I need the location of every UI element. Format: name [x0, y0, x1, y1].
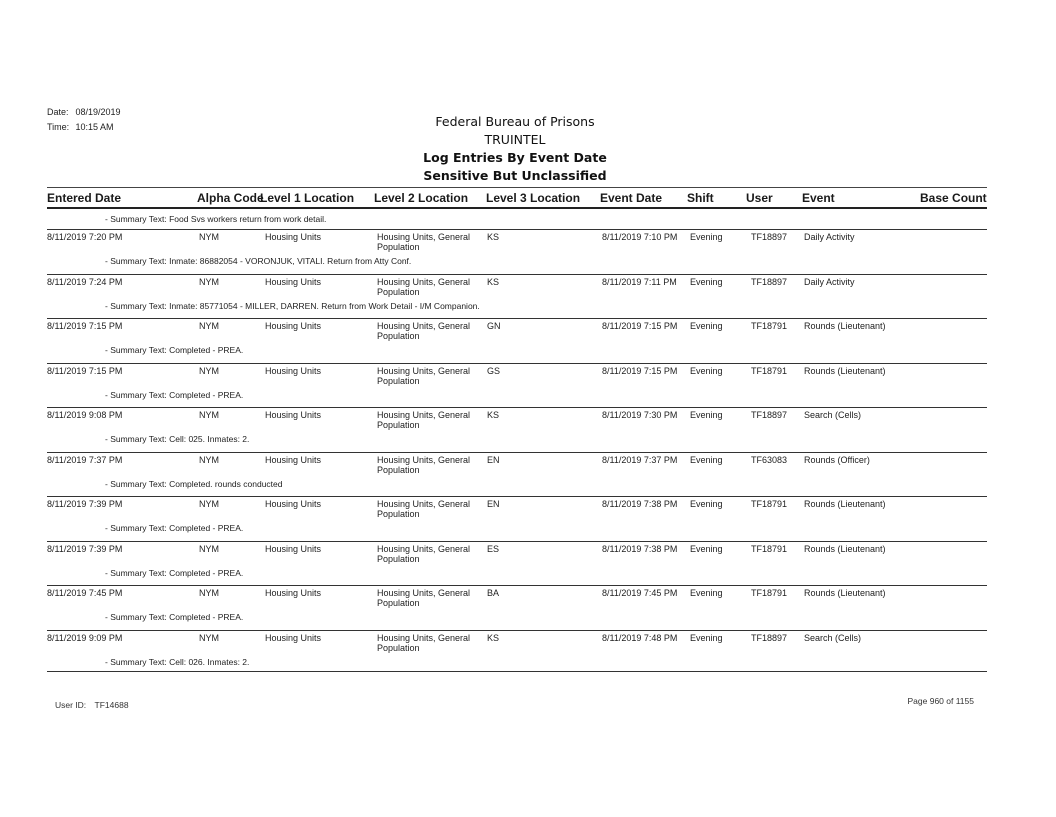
level3-location: GN	[487, 321, 501, 331]
event-date: 8/11/2019 7:37 PM	[602, 455, 678, 465]
level3-location: GS	[487, 366, 501, 376]
event: Daily Activity	[804, 277, 855, 287]
alpha-code: NYM	[199, 277, 219, 287]
shift: Evening	[690, 232, 723, 242]
alpha-code: NYM	[199, 232, 219, 242]
level1-location: Housing Units	[265, 321, 322, 331]
shift: Evening	[690, 455, 723, 465]
level3-location: EN	[487, 499, 500, 509]
summary-text: - Summary Text: Completed - PREA.	[105, 568, 244, 578]
page-number: Page 960 of 1155	[907, 696, 974, 706]
level1-location: Housing Units	[265, 455, 322, 465]
event-date: 8/11/2019 7:15 PM	[602, 366, 678, 376]
level2-location: Housing Units, General Population	[377, 366, 471, 386]
title-classification: Sensitive But Unclassified	[423, 168, 607, 183]
row-divider	[47, 229, 987, 230]
level1-location: Housing Units	[265, 410, 322, 420]
title-system: TRUINTEL	[484, 132, 546, 147]
row-divider	[47, 363, 987, 364]
level3-location: KS	[487, 410, 500, 420]
shift: Evening	[690, 588, 723, 598]
col-entered-date: Entered Date	[47, 191, 122, 205]
user: TF18897	[751, 410, 788, 420]
event-date: 8/11/2019 7:11 PM	[602, 277, 677, 287]
shift: Evening	[690, 277, 723, 287]
event-date: 8/11/2019 7:38 PM	[602, 544, 678, 554]
event-date: 8/11/2019 7:10 PM	[602, 232, 678, 242]
shift: Evening	[690, 321, 723, 331]
level1-location: Housing Units	[265, 544, 322, 554]
row-divider	[47, 318, 987, 319]
title-agency: Federal Bureau of Prisons	[435, 114, 595, 129]
alpha-code: NYM	[199, 633, 219, 643]
level3-location: KS	[487, 277, 500, 287]
col-level2-location: Level 2 Location	[374, 191, 469, 205]
shift: Evening	[690, 499, 723, 509]
date-label: Date:	[47, 107, 69, 117]
user: TF18791	[751, 588, 788, 598]
event-date: 8/11/2019 7:45 PM	[602, 588, 678, 598]
event: Rounds (Lieutenant)	[804, 499, 886, 509]
row-divider	[47, 541, 987, 542]
row-divider	[47, 407, 987, 408]
time-label: Time:	[47, 122, 70, 132]
shift: Evening	[690, 366, 723, 376]
alpha-code: NYM	[199, 366, 219, 376]
event: Rounds (Lieutenant)	[804, 321, 886, 331]
event-date: 8/11/2019 7:30 PM	[602, 410, 678, 420]
level3-location: ES	[487, 544, 500, 554]
event: Daily Activity	[804, 232, 855, 242]
alpha-code: NYM	[199, 499, 219, 509]
user: TF18897	[751, 633, 788, 643]
event-date: 8/11/2019 7:38 PM	[602, 499, 678, 509]
summary-text: - Summary Text: Inmate: 85771054 - MILLER, DARREN. Return from Work Detail - I/M Companion.	[105, 301, 480, 311]
summary-text: - Summary Text: Completed - PREA.	[105, 345, 244, 355]
level1-location: Housing Units	[265, 277, 322, 287]
alpha-code: NYM	[199, 321, 219, 331]
entered-date: 8/11/2019 7:39 PM	[47, 499, 123, 509]
time-value: 10:15 AM	[75, 122, 114, 132]
row-divider	[47, 496, 987, 497]
title-report-name: Log Entries By Event Date	[423, 150, 607, 165]
level2-location: Housing Units, General Population	[377, 633, 471, 653]
col-user: User	[746, 191, 773, 205]
row-divider	[47, 274, 987, 275]
level1-location: Housing Units	[265, 232, 322, 242]
level3-location: KS	[487, 232, 500, 242]
user: TF18897	[751, 232, 788, 242]
col-level3-location: Level 3 Location	[486, 191, 581, 205]
col-shift: Shift	[687, 191, 714, 205]
shift: Evening	[690, 633, 723, 643]
event-date: 8/11/2019 7:15 PM	[602, 321, 678, 331]
user: TF18897	[751, 277, 788, 287]
row-divider	[47, 671, 987, 672]
level2-location: Housing Units, General Population	[377, 544, 471, 564]
user: TF18791	[751, 499, 788, 509]
level3-location: BA	[487, 588, 500, 598]
event: Rounds (Lieutenant)	[804, 588, 886, 598]
summary-text: - Summary Text: Completed - PREA.	[105, 523, 244, 533]
entered-date: 8/11/2019 7:37 PM	[47, 455, 123, 465]
entered-date: 8/11/2019 7:45 PM	[47, 588, 123, 598]
level3-location: EN	[487, 455, 500, 465]
col-event: Event	[802, 191, 835, 205]
summary-text: - Summary Text: Cell: 026. Inmates: 2.	[105, 657, 250, 667]
summary-text: - Summary Text: Completed. rounds conducted	[105, 479, 283, 489]
date-value: 08/19/2019	[75, 107, 121, 117]
report-title	[360, 113, 670, 185]
level1-location: Housing Units	[265, 366, 322, 376]
user: TF63083	[751, 455, 788, 465]
event: Search (Cells)	[804, 633, 862, 643]
report-date	[47, 107, 121, 117]
user: TF18791	[751, 321, 788, 331]
entered-date: 8/11/2019 7:15 PM	[47, 366, 123, 376]
row-divider	[47, 452, 987, 453]
entered-date: 8/11/2019 7:15 PM	[47, 321, 123, 331]
summary-text: - Summary Text: Completed - PREA.	[105, 390, 244, 400]
alpha-code: NYM	[199, 455, 219, 465]
col-base-count: Base Count	[920, 191, 987, 205]
row-divider	[47, 630, 987, 631]
entered-date: 8/11/2019 7:24 PM	[47, 277, 123, 287]
level1-location: Housing Units	[265, 499, 322, 509]
level2-location: Housing Units, General Population	[377, 588, 471, 608]
event: Rounds (Lieutenant)	[804, 544, 886, 554]
row-divider	[47, 585, 987, 586]
summary-text: - Summary Text: Cell: 025. Inmates: 2.	[105, 434, 250, 444]
summary-text: - Summary Text: Completed - PREA.	[105, 612, 244, 622]
level1-location: Housing Units	[265, 588, 322, 598]
level1-location: Housing Units	[265, 633, 322, 643]
event-date: 8/11/2019 7:48 PM	[602, 633, 678, 643]
summary-text: - Summary Text: Inmate: 86882054 - VORONJUK, VITALI. Return from Atty Conf.	[105, 256, 412, 266]
level2-location: Housing Units, General Population	[377, 499, 471, 519]
event: Rounds (Lieutenant)	[804, 366, 886, 376]
summary-text: - Summary Text: Food Svs workers return from work detail.	[105, 214, 327, 224]
table-header	[47, 187, 987, 209]
footer-user	[55, 700, 129, 710]
level2-location: Housing Units, General Population	[377, 232, 471, 252]
level3-location: KS	[487, 633, 500, 643]
level2-location: Housing Units, General Population	[377, 277, 471, 297]
event: Search (Cells)	[804, 410, 862, 420]
entered-date: 8/11/2019 7:39 PM	[47, 544, 123, 554]
user-id-label: User ID:	[55, 700, 87, 710]
entered-date: 8/11/2019 7:20 PM	[47, 232, 123, 242]
level2-location: Housing Units, General Population	[377, 455, 471, 475]
col-alpha-code: Alpha Code	[197, 191, 264, 205]
alpha-code: NYM	[199, 588, 219, 598]
shift: Evening	[690, 410, 723, 420]
level2-location: Housing Units, General Population	[377, 410, 471, 430]
report-time	[47, 122, 114, 132]
entered-date: 8/11/2019 9:09 PM	[47, 633, 123, 643]
user: TF18791	[751, 366, 788, 376]
level2-location: Housing Units, General Population	[377, 321, 471, 341]
col-level1-location: Level 1 Location	[260, 191, 355, 205]
alpha-code: NYM	[199, 544, 219, 554]
event: Rounds (Officer)	[804, 455, 870, 465]
user: TF18791	[751, 544, 788, 554]
user-id-value: TF14688	[94, 700, 129, 710]
entered-date: 8/11/2019 9:08 PM	[47, 410, 123, 420]
col-event-date: Event Date	[600, 191, 663, 205]
shift: Evening	[690, 544, 723, 554]
alpha-code: NYM	[199, 410, 219, 420]
